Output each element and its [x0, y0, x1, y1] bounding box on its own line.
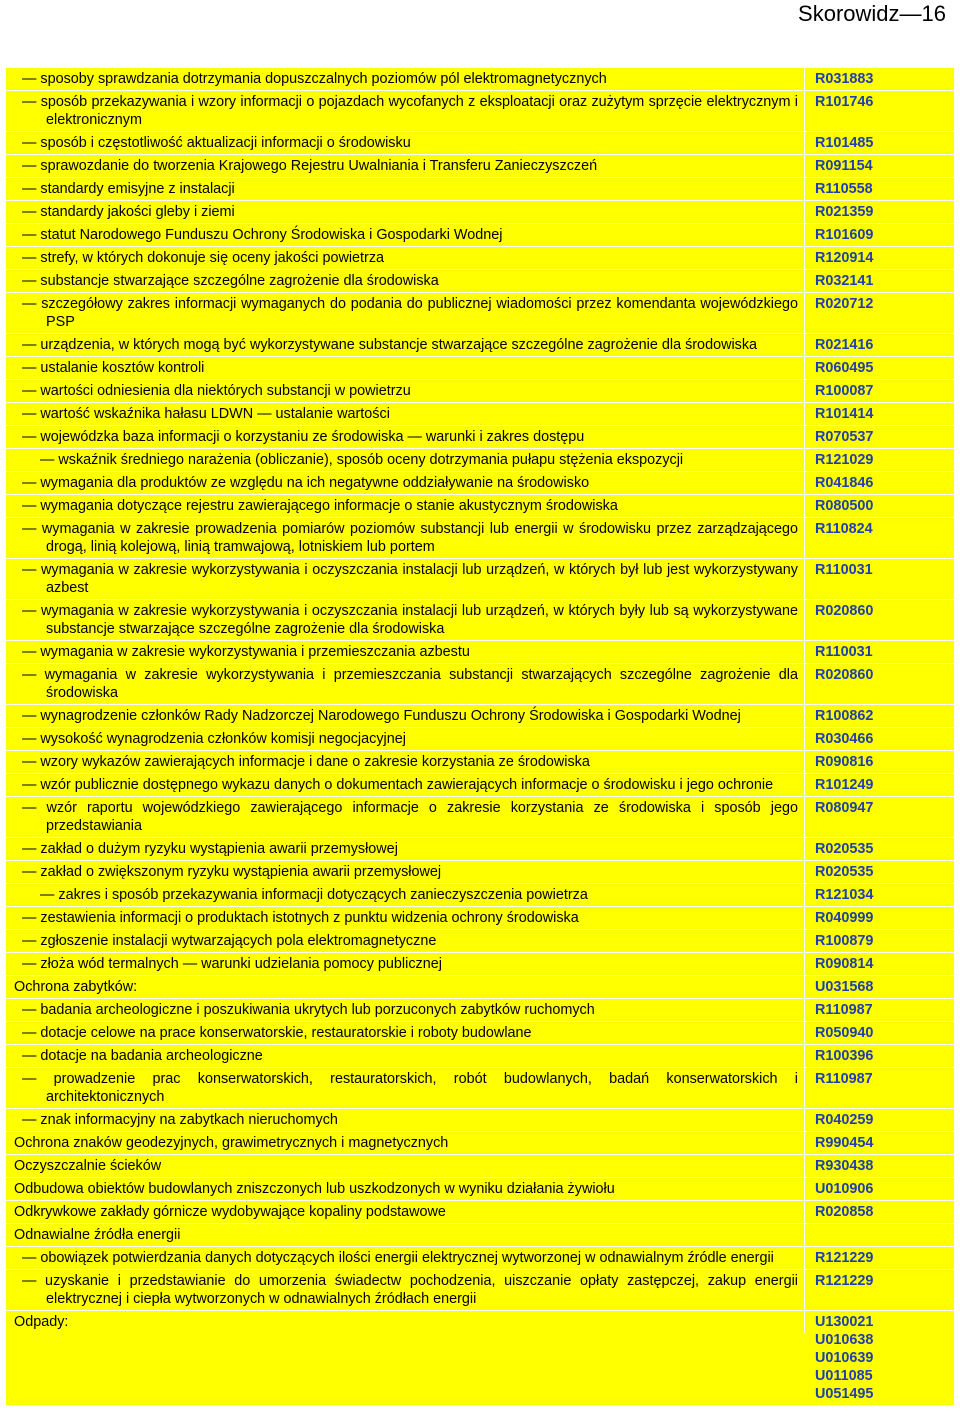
index-entry-text: — strefy, w których dokonuje się oceny jakości powietrza: [6, 247, 805, 269]
index-entry-codes: [805, 1155, 954, 1177]
reference-code: R080947: [815, 800, 874, 816]
index-entry-row: [6, 201, 954, 224]
index-entry-row: [6, 861, 954, 884]
index-entry-row: [6, 797, 954, 838]
index-entry-row: [6, 641, 954, 664]
index-entry-row: [6, 907, 954, 930]
index-entry-row: [6, 247, 954, 270]
index-entry-row: [6, 91, 954, 132]
index-entry-codes: [805, 380, 954, 402]
index-category-row: [6, 976, 954, 999]
reference-code: R120914: [815, 250, 874, 266]
index-entry-codes: [805, 91, 954, 113]
index-entry-codes: [805, 838, 954, 860]
index-entry-row: [6, 518, 954, 559]
reference-code: U010639: [815, 1350, 874, 1366]
index-entry-codes: [805, 774, 954, 796]
index-entry-text: — wysokość wynagrodzenia członków komisji negocjacyjnej: [6, 728, 805, 750]
index-entry-codes: [805, 357, 954, 379]
index-entry-codes: [805, 728, 954, 750]
reference-code: U010906: [815, 1181, 874, 1197]
index-entry-text: — zakład o zwiększonym ryzyku wystąpienia awarii przemysłowej: [6, 861, 805, 883]
index-entry-text: — wymagania dotyczące rejestru zawierającego informacje o stanie akustycznym środowiska: [6, 495, 805, 517]
reference-code: R030466: [815, 731, 874, 747]
index-entry-codes: [805, 201, 954, 223]
index-entry-text: — wzór raportu wojewódzkiego zawierającego informacje o zakresie korzystania ze środowiska i sposób jego przedstawiania: [6, 797, 805, 837]
reference-code: R020860: [815, 603, 874, 619]
index-entry-row: [6, 270, 954, 293]
index-entry-codes: [805, 930, 954, 952]
reference-code: R110031: [815, 562, 873, 578]
index-entry-text: — sposób i częstotliwość aktualizacji informacji o środowisku: [6, 132, 805, 154]
index-entry-codes: [805, 293, 954, 315]
index-entry-codes: [805, 1045, 954, 1067]
index-entry-text: — sposoby sprawdzania dotrzymania dopuszczalnych poziomów pól elektromagnetycznych: [6, 68, 805, 90]
reference-code: R121029: [815, 452, 874, 468]
index-entry-row: [6, 1068, 954, 1109]
reference-code: R090814: [815, 956, 874, 972]
index-entry-text: — sprawozdanie do tworzenia Krajowego Rejestru Uwalniania i Transferu Zanieczyszczeń: [6, 155, 805, 177]
reference-code: U130021: [815, 1314, 874, 1330]
reference-code: R021359: [815, 204, 874, 220]
reference-code: R101609: [815, 227, 874, 243]
index-entry-text: — wymagania w zakresie wykorzystywania i oczyszczania instalacji lub urządzeń, w których były lub są wykorzystywane substancje stwarzające szczególne zagrożenie dla środowiska: [6, 600, 805, 640]
index-entry-row: [6, 664, 954, 705]
index-entry-text: — statut Narodowego Funduszu Ochrony Środowiska i Gospodarki Wodnej: [6, 224, 805, 246]
index-entry-codes: [805, 1068, 954, 1090]
reference-code: R121229: [815, 1250, 874, 1266]
index-entry-text: — dotacje celowe na prace konserwatorskie, restauratorskie i roboty budowlane: [6, 1022, 805, 1044]
page-header: [0, 0, 960, 44]
index-entry-codes: [805, 953, 954, 975]
index-entry-codes: [805, 884, 954, 906]
index-entry-text: Oczyszczalnie ścieków: [6, 1155, 805, 1177]
index-entry-text: Ochrona zabytków:: [6, 976, 805, 998]
index-entry-row: [6, 1022, 954, 1045]
reference-code: U010638: [815, 1332, 874, 1348]
index-entry-text: — substancje stwarzające szczególne zagrożenie dla środowiska: [6, 270, 805, 292]
index-entry-text: — zakład o dużym ryzyku wystąpienia awarii przemysłowej: [6, 838, 805, 860]
index-entry-codes: [805, 270, 954, 292]
index-entry-text: — ustalanie kosztów kontroli: [6, 357, 805, 379]
index-entry-row: [6, 728, 954, 751]
index-entry-text: — wzór publicznie dostępnego wykazu danych o dokumentach zawierających informacje o środowisku i jego ochronie: [6, 774, 805, 796]
index-entry-row: [6, 953, 954, 976]
index-entry-codes: [805, 1224, 954, 1228]
index-entry-text: — zakres i sposób przekazywania informacji dotyczących zanieczyszczenia powietrza: [6, 884, 805, 906]
index-entry-text: — wartość wskaźnika hałasu LDWN — ustalanie wartości: [6, 403, 805, 425]
reference-code: R020860: [815, 667, 874, 683]
reference-code: R040259: [815, 1112, 874, 1128]
index-entry-codes: [805, 907, 954, 929]
reference-code: R100087: [815, 383, 874, 399]
index-entry-codes: [805, 155, 954, 177]
reference-code: R121229: [815, 1273, 874, 1289]
reference-code: R070537: [815, 429, 874, 445]
reference-code: R110558: [815, 181, 873, 197]
index-entry-codes: [805, 751, 954, 773]
reference-code: R050940: [815, 1025, 874, 1041]
index-entry-text: Odbudowa obiektów budowlanych zniszczonych lub uszkodzonych w wyniku działania żywiołu: [6, 1178, 805, 1200]
index-entry-codes: [805, 1022, 954, 1044]
index-entry-text: Odkrywkowe zakłady górnicze wydobywające kopaliny podstawowe: [6, 1201, 805, 1223]
index-entry-codes: [805, 518, 954, 540]
reference-code: R110987: [815, 1071, 873, 1087]
index-entry-codes: [805, 559, 954, 581]
index-entry-row: [6, 751, 954, 774]
index-entry-text: Odnawialne źródła energii: [6, 1224, 805, 1246]
reference-code: R930438: [815, 1158, 874, 1174]
index-entry-text: — urządzenia, w których mogą być wykorzystywane substancje stwarzające szczególne zagrożenie dla środowiska: [6, 334, 805, 356]
index-entry-codes: [805, 178, 954, 200]
index-entry-codes: [805, 1109, 954, 1131]
reference-code: U051495: [815, 1386, 874, 1402]
reference-code: R101414: [815, 406, 874, 422]
index-category-row: [6, 1132, 954, 1155]
index-entry-text: — zgłoszenie instalacji wytwarzających pola elektromagnetyczne: [6, 930, 805, 952]
index-category-row: [6, 1201, 954, 1224]
index-category-row: [6, 1155, 954, 1178]
reference-code: R020712: [815, 296, 874, 312]
index-entry-codes: [805, 68, 954, 90]
index-entry-row: [6, 559, 954, 600]
index-entry-row: [6, 838, 954, 861]
index-entry-codes: [805, 1178, 954, 1200]
index-entry-text: — szczegółowy zakres informacji wymaganych do podania do publicznej wiadomości przez komendanta wojewódzkiego PSP: [6, 293, 805, 333]
index-entry-codes: [805, 600, 954, 622]
reference-code: R040999: [815, 910, 874, 926]
index-entry-text: — wymagania dla produktów ze względu na ich negatywne oddziaływanie na środowisko: [6, 472, 805, 494]
index-entry-text: — złoża wód termalnych — warunki udzielania pomocy publicznej: [6, 953, 805, 975]
reference-code: U011085: [815, 1368, 873, 1384]
reference-code: R110824: [815, 521, 873, 537]
reference-code: R041846: [815, 475, 874, 491]
reference-code: R031883: [815, 71, 874, 87]
reference-code: R101485: [815, 135, 874, 151]
index-entry-codes: [805, 1132, 954, 1154]
index-category-row: [6, 1224, 954, 1247]
index-entry-row: [6, 155, 954, 178]
index-entry-codes: [805, 334, 954, 356]
index-entry-codes: [805, 1270, 954, 1292]
index-entry-text: — wskaźnik średniego narażenia (obliczanie), sposób oceny dotrzymania pułapu stężenia ekspozycji: [6, 449, 805, 471]
reference-code: R990454: [815, 1135, 874, 1151]
reference-code: R021416: [815, 337, 874, 353]
index-entry-codes: [805, 1247, 954, 1269]
reference-code: R090816: [815, 754, 874, 770]
reference-code: R121034: [815, 887, 874, 903]
index-entry-row: [6, 600, 954, 641]
index-entry-row: [6, 357, 954, 380]
index-entry-text: — uzyskanie i przedstawianie do umorzenia świadectw pochodzenia, uiszczanie opłaty zastępczej, zakup energii elektrycznej i ciepła wytworzonych w odnawialnych źródłach energii: [6, 1270, 805, 1310]
index-entry-codes: [805, 641, 954, 663]
reference-code: R100396: [815, 1048, 874, 1064]
reference-code: R020535: [815, 841, 874, 857]
index-entry-row: [6, 293, 954, 334]
index-entry-row: [6, 1109, 954, 1132]
index-entry-codes: [805, 495, 954, 517]
index-entry-text: — wymagania w zakresie wykorzystywania i przemieszczania azbestu: [6, 641, 805, 663]
reference-code: R080500: [815, 498, 874, 514]
reference-code: R020535: [815, 864, 874, 880]
index-entry-text: — znak informacyjny na zabytkach nieruchomych: [6, 1109, 805, 1131]
index-entry-text: — zestawienia informacji o produktach istotnych z punktu widzenia ochrony środowiska: [6, 907, 805, 929]
index-entry-row: [6, 999, 954, 1022]
index-entry-text: — standardy jakości gleby i ziemi: [6, 201, 805, 223]
index-entry-text: — wartości odniesienia dla niektórych substancji w powietrzu: [6, 380, 805, 402]
index-entry-row: [6, 426, 954, 449]
index-entry-codes: [805, 449, 954, 471]
index-entry-text: — sposób przekazywania i wzory informacji o pojazdach wycofanych z eksploatacji oraz zużytym sprzęcie elektrycznym i elektronicznym: [6, 91, 805, 131]
index-entry-codes: [805, 132, 954, 154]
index-entry-text: — wzory wykazów zawierających informacje i dane o zakresie korzystania ze środowiska: [6, 751, 805, 773]
index-entry-row: [6, 1270, 954, 1311]
index-category-row: [6, 1178, 954, 1201]
page-title: Skorowidz—16: [798, 1, 946, 26]
index-entry-codes: [805, 426, 954, 448]
index-entry-row: [6, 403, 954, 426]
reference-code: U031568: [815, 979, 874, 995]
reference-code: R101249: [815, 777, 874, 793]
reference-code: R060495: [815, 360, 874, 376]
index-entry-row: [6, 334, 954, 357]
index-entry-text: — dotacje na badania archeologiczne: [6, 1045, 805, 1067]
index-entry-row: [6, 1247, 954, 1270]
index-entry-row: [6, 68, 954, 91]
index-entry-text: — wojewódzka baza informacji o korzystaniu ze środowiska — warunki i zakres dostępu: [6, 426, 805, 448]
index-category-row: [6, 1311, 954, 1406]
reference-code: R020858: [815, 1204, 874, 1220]
index-entry-codes: [805, 861, 954, 883]
index-entry-codes: [805, 797, 954, 819]
index-entry-text: — wymagania w zakresie wykorzystywania i oczyszczania instalacji lub urządzeń, w których był lub jest wykorzystywany azbest: [6, 559, 805, 599]
index-entry-row: [6, 132, 954, 155]
index-entry-row: [6, 705, 954, 728]
index-entry-codes: [805, 664, 954, 686]
reference-code: R091154: [815, 158, 873, 174]
index-entry-row: [6, 178, 954, 201]
index-entry-row: [6, 472, 954, 495]
reference-code: R032141: [815, 273, 874, 289]
index-entry-text: — prowadzenie prac konserwatorskich, restauratorskich, robót budowlanych, badań konserwatorskich i architektonicznych: [6, 1068, 805, 1108]
reference-code: R101746: [815, 94, 874, 110]
index-entry-text: — wynagrodzenie członków Rady Nadzorczej Narodowego Funduszu Ochrony Środowiska i Gospodarki Wodnej: [6, 705, 805, 727]
index-entry-codes: [805, 976, 954, 998]
reference-code: R110987: [815, 1002, 873, 1018]
index-entry-codes: [805, 1311, 954, 1405]
reference-code: R110031: [815, 644, 873, 660]
index-entry-row: [6, 380, 954, 403]
index-entry-codes: [805, 224, 954, 246]
index-entry-text: — wymagania w zakresie wykorzystywania i przemieszczania substancji stwarzających szczególne zagrożenie dla środowiska: [6, 664, 805, 704]
index-entry-row: [6, 495, 954, 518]
index-entry-text: — standardy emisyjne z instalacji: [6, 178, 805, 200]
index-entry-codes: [805, 247, 954, 269]
index-entry-text: — badania archeologiczne i poszukiwania ukrytych lub porzuconych zabytków ruchomych: [6, 999, 805, 1021]
index-table: [6, 68, 954, 1406]
index-entry-text: — wymagania w zakresie prowadzenia pomiarów poziomów substancji lub energii w środowisku przez zarządzającego drogą, linią kolejową, linią tramwajową, lotniskiem lub portem: [6, 518, 805, 558]
index-entry-row: [6, 1045, 954, 1068]
index-entry-text: — obowiązek potwierdzania danych dotyczących ilości energii elektrycznej wytworzonej w odnawialnym źródle energii: [6, 1247, 805, 1269]
index-entry-codes: [805, 705, 954, 727]
index-entry-row: [6, 884, 954, 907]
index-entry-row: [6, 449, 954, 472]
index-entry-row: [6, 930, 954, 953]
index-entry-codes: [805, 403, 954, 425]
index-entry-row: [6, 774, 954, 797]
index-entry-row: [6, 224, 954, 247]
index-entry-text: Odpady:: [6, 1311, 805, 1333]
index-entry-codes: [805, 999, 954, 1021]
reference-code: R100879: [815, 933, 874, 949]
index-entry-codes: [805, 1201, 954, 1223]
index-entry-codes: [805, 472, 954, 494]
index-entry-text: Ochrona znaków geodezyjnych, grawimetrycznych i magnetycznych: [6, 1132, 805, 1154]
reference-code: R100862: [815, 708, 874, 724]
